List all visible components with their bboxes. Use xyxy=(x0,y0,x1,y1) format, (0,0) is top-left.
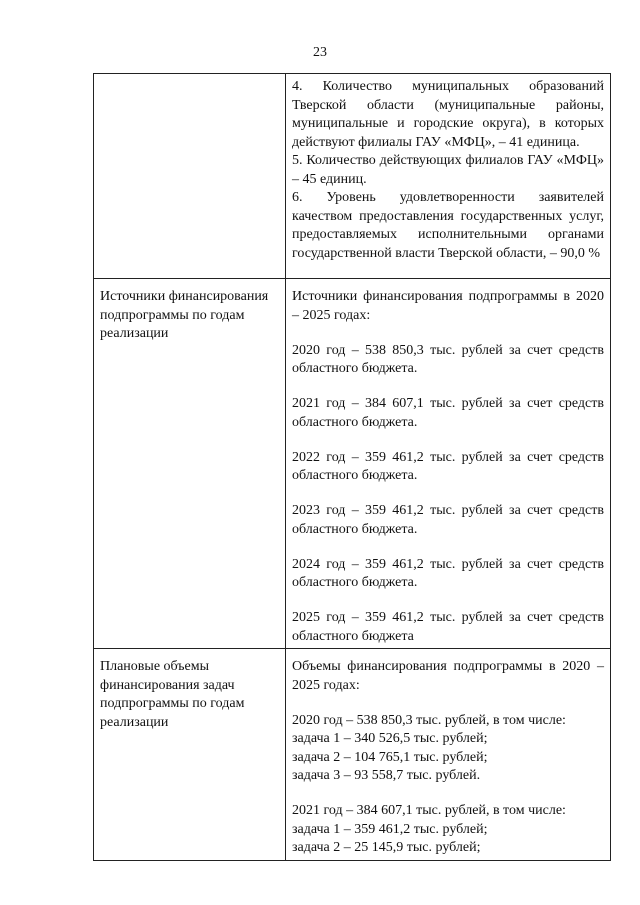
table-row-indicators xyxy=(94,74,611,279)
planned-2021-task-2: задача 2 – 25 145,9 тыс. рублей; xyxy=(292,840,481,855)
row-1-left-cell xyxy=(94,74,286,279)
indicator-item-5: 5. Количество действующих филиалов ГАУ «МФЦ» – 45 единиц. xyxy=(292,153,604,187)
row-2-left-cell xyxy=(94,279,286,649)
row-3-right-cell xyxy=(286,649,611,861)
funding-year-2023: 2023 год – 359 461,2 тыс. рублей за счет средств областного бюджета. xyxy=(292,503,604,537)
planned-volumes-label: Плановые объемы финансирования задач подпрограммы по годам реализации xyxy=(100,659,245,730)
page-number: 23 xyxy=(313,45,327,60)
row-2-right-cell xyxy=(286,279,611,649)
funding-sources-intro: Источники финансирования подпрограммы в 2020 – 2025 годах: xyxy=(292,289,604,323)
table-row-planned-volumes xyxy=(94,649,611,861)
indicator-item-6: 6. Уровень удовлетворенности заявителей качеством предоставления государственных услуг, предоставляемых исполнительными органами государственной власти Тверской области, – 90,0 % xyxy=(292,190,604,261)
row-3-left-cell xyxy=(94,649,286,861)
program-table xyxy=(93,73,611,861)
planned-2021-heading: 2021 год – 384 607,1 тыс. рублей, в том числе: xyxy=(292,803,566,818)
planned-2020-task-2: задача 2 – 104 765,1 тыс. рублей; xyxy=(292,749,488,765)
planned-2021-task-1: задача 1 – 359 461,2 тыс. рублей; xyxy=(292,821,488,837)
planned-2020-task-3: задача 3 – 93 558,7 тыс. рублей. xyxy=(292,768,481,783)
funding-year-2021: 2021 год – 384 607,1 тыс. рублей за счет средств областного бюджета. xyxy=(292,396,604,430)
funding-year-2020: 2020 год – 538 850,3 тыс. рублей за счет средств областного бюджета. xyxy=(292,342,604,376)
funding-year-2022: 2022 год – 359 461,2 тыс. рублей за счет средств областного бюджета. xyxy=(292,449,604,483)
table-row-funding-sources xyxy=(94,279,611,649)
planned-2020-task-1: задача 1 – 340 526,5 тыс. рублей; xyxy=(292,731,488,746)
funding-year-2024: 2024 год – 359 461,2 тыс. рублей за счет средств областного бюджета. xyxy=(292,556,604,590)
planned-volumes-intro: Объемы финансирования подпрограммы в 2020 – 2025 годах: xyxy=(292,659,604,693)
planned-2020-heading: 2020 год – 538 850,3 тыс. рублей, в том числе: xyxy=(292,712,566,728)
row-1-right-cell xyxy=(286,74,611,279)
funding-sources-label: Источники финансирования подпрограммы по годам реализации xyxy=(100,289,269,341)
row-1-left-label xyxy=(94,74,285,83)
funding-year-2025: 2025 год – 359 461,2 тыс. рублей за счет средств областного бюджета xyxy=(292,610,604,644)
indicator-item-4: 4. Количество муниципальных образований Тверской области (муниципальные районы, муниципальные и городские округа), в которых действуют филиалы ГАУ «МФЦ», – 41 единица. xyxy=(292,79,604,150)
